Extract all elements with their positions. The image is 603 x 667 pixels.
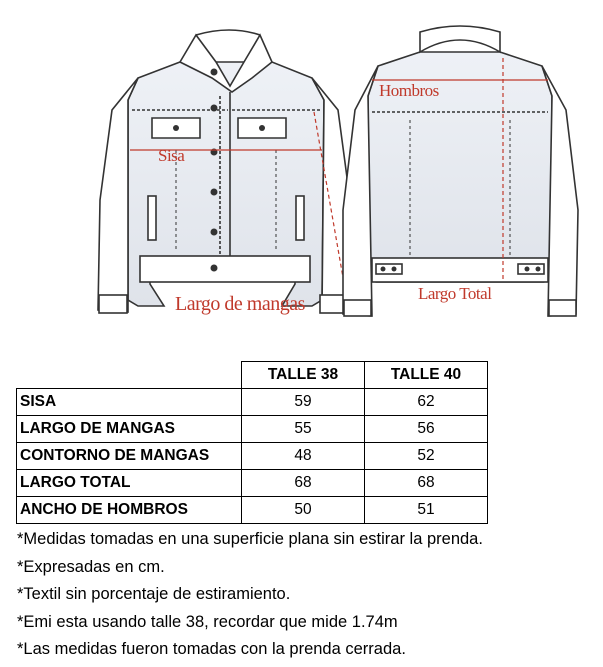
cell-talle-38: 55 [242, 416, 365, 443]
row-label: LARGO DE MANGAS [17, 416, 242, 443]
jacket-back [343, 26, 578, 316]
header-talle-40: TALLE 40 [365, 362, 488, 389]
row-label: SISA [17, 389, 242, 416]
row-label: ANCHO DE HOMBROS [17, 497, 242, 524]
jacket-front [98, 30, 350, 313]
table-row [17, 470, 488, 497]
row-label: CONTORNO DE MANGAS [17, 443, 242, 470]
row-label: LARGO TOTAL [17, 470, 242, 497]
table-row [17, 497, 488, 524]
size-table [16, 361, 488, 524]
shoulders-label: Hombros [379, 81, 439, 100]
cell-talle-38: 68 [242, 470, 365, 497]
cell-talle-40: 68 [365, 470, 488, 497]
sisa-label: Sisa [158, 146, 185, 165]
cell-talle-40: 52 [365, 443, 488, 470]
total-length-label: Largo Total [418, 284, 492, 303]
table-row [17, 389, 488, 416]
note-item: *Emi esta usando talle 38, recordar que mide 1.74m [17, 612, 398, 631]
table-row [17, 416, 488, 443]
table-row [17, 443, 488, 470]
cell-talle-38: 48 [242, 443, 365, 470]
note-item: *Textil sin porcentaje de estiramiento. [17, 585, 291, 603]
note-item: *Expresadas en cm. [17, 557, 165, 576]
cell-talle-40: 62 [365, 389, 488, 416]
note-item: *Medidas tomadas en una superficie plana sin estirar la prenda. [17, 530, 483, 548]
table-header-row [17, 362, 488, 389]
header-talle-38: TALLE 38 [242, 362, 365, 389]
sleeve-length-label: Largo de mangas [175, 293, 305, 315]
cell-talle-38: 50 [242, 497, 365, 524]
cell-talle-38: 59 [242, 389, 365, 416]
cell-talle-40: 51 [365, 497, 488, 524]
note-item: *Las medidas fueron tomadas con la prenda cerrada. [17, 640, 406, 658]
notes-list [17, 526, 597, 664]
cell-talle-40: 56 [365, 416, 488, 443]
header-empty [17, 362, 242, 389]
